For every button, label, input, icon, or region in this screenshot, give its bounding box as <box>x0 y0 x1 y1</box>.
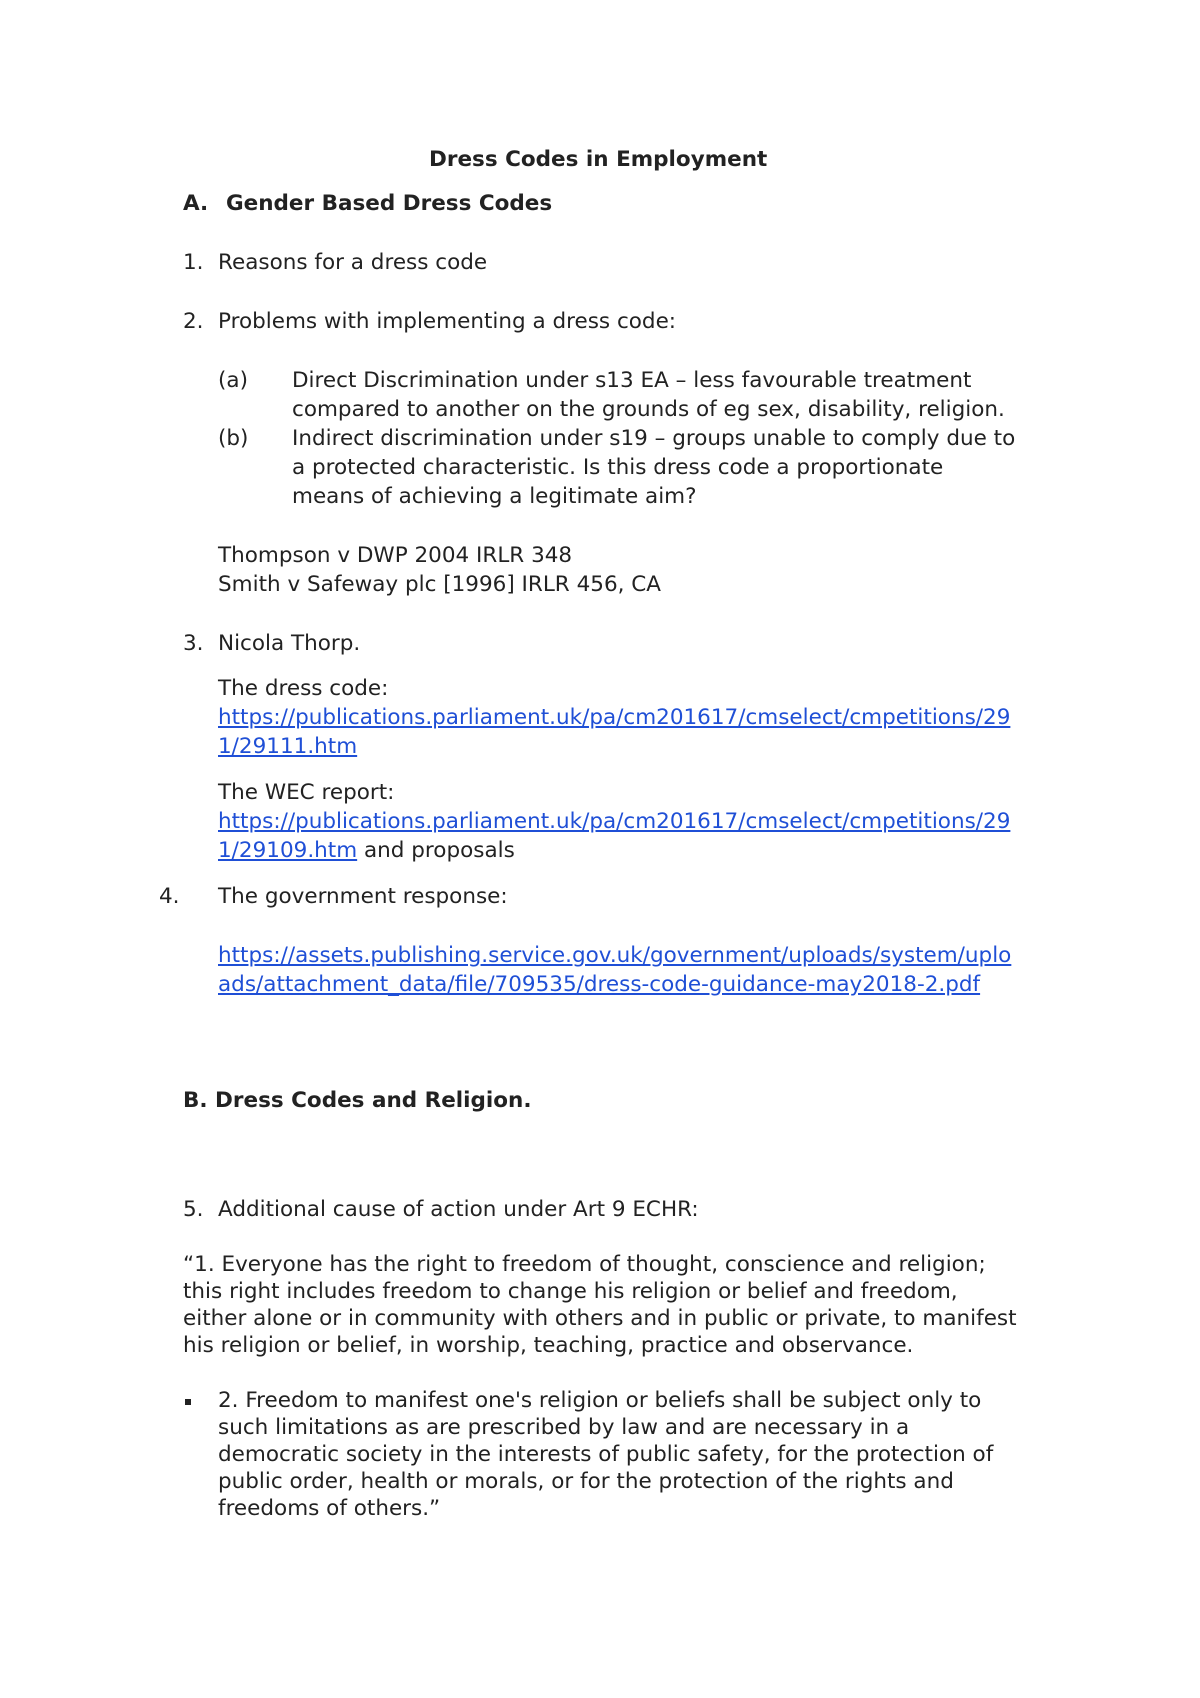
item-4-number: 4. <box>159 884 180 909</box>
government-response-link[interactable]: ads/attachment_data/file/709535/dress-code-guidance-may2018-2.pdf <box>218 972 981 997</box>
item-2-text: Problems with implementing a dress code: <box>218 309 677 334</box>
item-2a-line: compared to another on the grounds of eg sex, disability, religion. <box>292 397 1005 422</box>
section-a-marker: A. <box>183 191 209 216</box>
bullet-icon <box>185 1399 191 1405</box>
item-2b-line: means of achieving a legitimate aim? <box>292 484 697 509</box>
document-title: Dress Codes in Employment <box>429 147 768 172</box>
item-3-text: Nicola Thorp. <box>218 631 361 656</box>
section-b-heading: B. Dress Codes and Religion. <box>183 1088 532 1113</box>
case-citation: Thompson v DWP 2004 IRLR 348 <box>218 543 573 568</box>
item-2a-label: (a) <box>218 368 248 393</box>
quote-paragraph-1-line: this right includes freedom to change his religion or belief and freedom, <box>183 1279 958 1304</box>
wec-report-label: The WEC report: <box>218 780 395 805</box>
wec-report-link[interactable]: 1/29109.htm <box>218 838 358 863</box>
wec-report-link[interactable]: https://publications.parliament.uk/pa/cm201617/cmselect/cmpetitions/29 <box>218 809 1011 834</box>
item-1-number: 1. <box>183 250 204 275</box>
item-1-text: Reasons for a dress code <box>218 250 488 275</box>
item-2a-line: Direct Discrimination under s13 EA – less favourable treatment <box>292 368 972 393</box>
quote-paragraph-1-line: either alone or in community with others and in public or private, to manifest <box>183 1306 1017 1331</box>
item-3-number: 3. <box>183 631 204 656</box>
wec-report-suffix: and proposals <box>357 838 515 863</box>
dress-code-link[interactable]: 1/29111.htm <box>218 734 358 759</box>
item-2b-line: Indirect discrimination under s19 – groups unable to comply due to <box>292 426 1016 451</box>
quote-paragraph-2-line: 2. Freedom to manifest one's religion or beliefs shall be subject only to <box>218 1388 982 1413</box>
government-response-link[interactable]: https://assets.publishing.service.gov.uk/government/uploads/system/uplo <box>218 943 1012 968</box>
quote-paragraph-1-line: “1. Everyone has the right to freedom of thought, conscience and religion; <box>183 1252 986 1277</box>
quote-paragraph-1-line: his religion or belief, in worship, teaching, practice and observance. <box>183 1333 914 1358</box>
dress-code-label: The dress code: <box>218 676 389 701</box>
section-a-heading: Gender Based Dress Codes <box>226 191 553 216</box>
item-2b-label: (b) <box>218 426 249 451</box>
quote-paragraph-2-line: public order, health or morals, or for the protection of the rights and <box>218 1469 954 1494</box>
quote-paragraph-2-line: such limitations as are prescribed by law and are necessary in a <box>218 1415 910 1440</box>
dress-code-link[interactable]: https://publications.parliament.uk/pa/cm201617/cmselect/cmpetitions/29 <box>218 705 1011 730</box>
item-5-number: 5. <box>183 1197 204 1222</box>
item-2b-line: a protected characteristic. Is this dress code a proportionate <box>292 455 944 480</box>
wec-report-line <box>218 837 515 864</box>
item-5-text: Additional cause of action under Art 9 ECHR: <box>218 1197 699 1222</box>
quote-paragraph-2-line: democratic society in the interests of public safety, for the protection of <box>218 1442 994 1467</box>
item-2-number: 2. <box>183 309 204 334</box>
quote-paragraph-2-line: freedoms of others.” <box>218 1496 441 1521</box>
item-4-text: The government response: <box>218 884 508 909</box>
case-citation: Smith v Safeway plc [1996] IRLR 456, CA <box>218 572 662 597</box>
